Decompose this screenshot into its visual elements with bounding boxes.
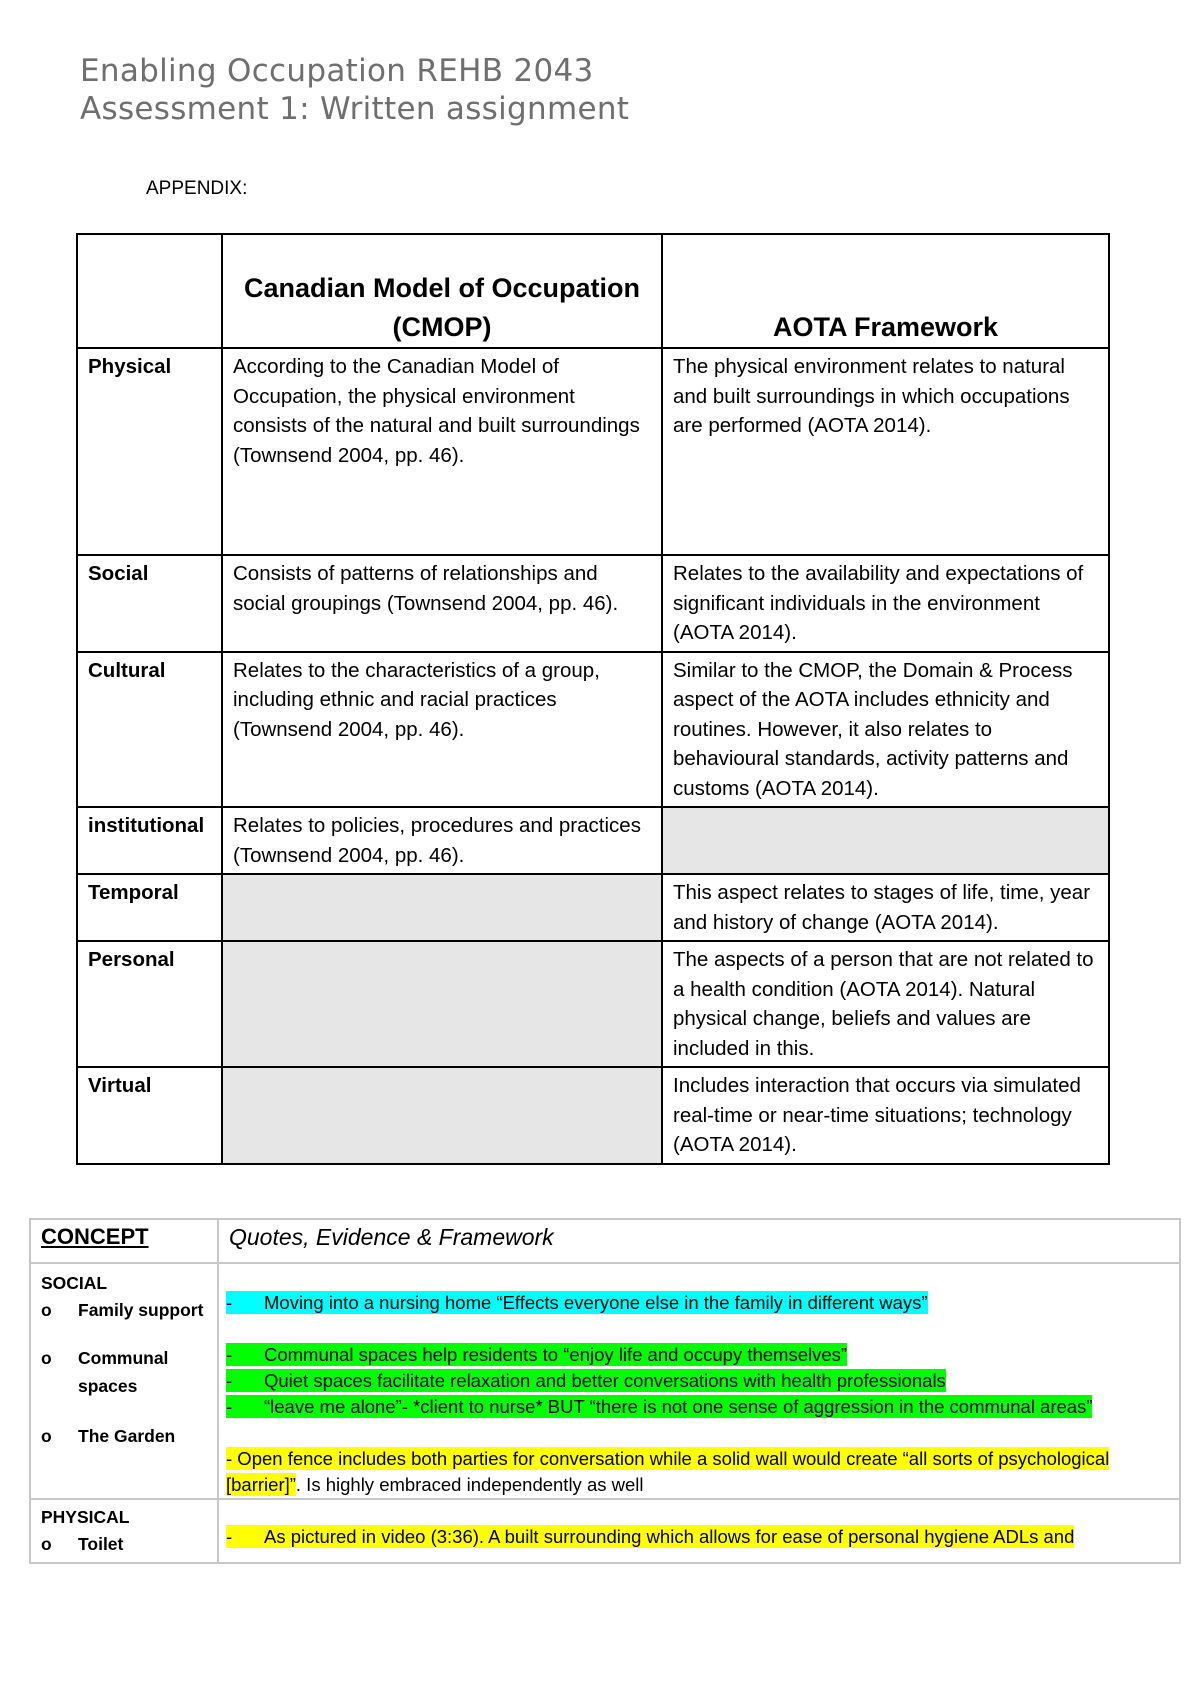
cmop-cell-empty [222, 1067, 662, 1164]
row-label: Virtual [77, 1067, 222, 1164]
social-title: SOCIAL [41, 1273, 108, 1293]
quote-communal-2: - Quiet spaces facilitate relaxation and better conversations with health professionals [226, 1370, 946, 1391]
document-title: Enabling Occupation REHB 2043 [80, 53, 594, 89]
table-header-row [77, 234, 1109, 348]
row-label: Physical [77, 348, 222, 555]
bullet-icon: o [41, 1426, 52, 1446]
table-row [77, 348, 1109, 555]
table-row [77, 941, 1109, 1067]
quote-toilet: - As pictured in video (3:36). A built surrounding which allows for ease of personal hygiene ADLs and [226, 1526, 1075, 1547]
aota-cell: This aspect relates to stages of life, time, year and history of change (AOTA 2014). [662, 874, 1109, 941]
cmop-cell: According to the Canadian Model of Occupation, the physical environment consists of the natural and built surroundings (Townsend 2004, pp. 46). [222, 348, 662, 555]
header-cell-aota: AOTA Framework [662, 234, 1109, 348]
bullet-icon: o [41, 1348, 52, 1368]
aota-cell: Similar to the CMOP, the Domain & Process aspect of the AOTA includes ethnicity and routines. However, it also relates to behavioural standards, activity patterns and customs (AOTA 2014). [662, 652, 1109, 808]
list-item: o Toilet [41, 1530, 207, 1558]
table-row [77, 874, 1109, 941]
cmop-cell: Consists of patterns of relationships and social groupings (Townsend 2004, pp. 46). [222, 555, 662, 652]
row-label: Social [77, 555, 222, 652]
aota-cell-empty [662, 807, 1109, 874]
list-item: o Communal spaces [41, 1344, 207, 1400]
bullet-icon: o [41, 1534, 52, 1554]
aota-cell: Relates to the availability and expectations of significant individuals in the environment (AOTA 2014). [662, 555, 1109, 652]
appendix-label: APPENDIX: [146, 178, 248, 199]
table-row [77, 1067, 1109, 1164]
bullet-icon: o [41, 1300, 52, 1320]
evidence-header: Quotes, Evidence & Framework [218, 1219, 1180, 1263]
cmop-cell: Relates to policies, procedures and practices (Townsend 2004, pp. 46). [222, 807, 662, 874]
table-row [77, 555, 1109, 652]
quote-garden-1: - Open fence includes both parties for conversation while a solid wall would create “all sorts of psychological [226, 1448, 1110, 1469]
aota-cell: Includes interaction that occurs via simulated real-time or near-time situations; technology (AOTA 2014). [662, 1067, 1109, 1164]
row-label: institutional [77, 807, 222, 874]
cmop-cell: Relates to the characteristics of a group, including ethnic and racial practices (Townsend 2004, pp. 46). [222, 652, 662, 808]
quote-communal-3: - “leave me alone”- *client to nurse* BUT “there is not one sense of aggression in the communal areas” [226, 1396, 1093, 1417]
concept-header: CONCEPT [30, 1219, 218, 1263]
physical-title: PHYSICAL [41, 1507, 130, 1527]
quote-family: - Moving into a nursing home “Effects everyone else in the family in different ways” [226, 1292, 928, 1313]
aota-cell: The physical environment relates to natural and built surroundings in which occupations are performed (AOTA 2014). [662, 348, 1109, 555]
physical-concepts [30, 1499, 218, 1563]
list-item: o The Garden [41, 1422, 207, 1450]
row-label: Personal [77, 941, 222, 1067]
header-cell-empty [77, 234, 222, 348]
list-item: o Family support [41, 1296, 207, 1324]
quote-garden-2: [barrier]”. Is highly embraced independently as well [226, 1474, 644, 1495]
aota-cell: The aspects of a person that are not related to a health condition (AOTA 2014). Natural physical change, beliefs and values are included in this. [662, 941, 1109, 1067]
table-row [77, 652, 1109, 808]
quote-communal-1: - Communal spaces help residents to “enjoy life and occupy themselves” [226, 1344, 848, 1365]
cmop-cell-empty [222, 941, 662, 1067]
social-concepts [30, 1263, 218, 1499]
row-label: Cultural [77, 652, 222, 808]
environment-comparison-table [76, 233, 1110, 1165]
document-subtitle: Assessment 1: Written assignment [80, 91, 630, 127]
table-row [77, 807, 1109, 874]
row-label: Temporal [77, 874, 222, 941]
header-cell-cmop: Canadian Model of Occupation (CMOP) [222, 234, 662, 348]
cmop-cell-empty [222, 874, 662, 941]
concept-header-row [30, 1219, 1180, 1263]
